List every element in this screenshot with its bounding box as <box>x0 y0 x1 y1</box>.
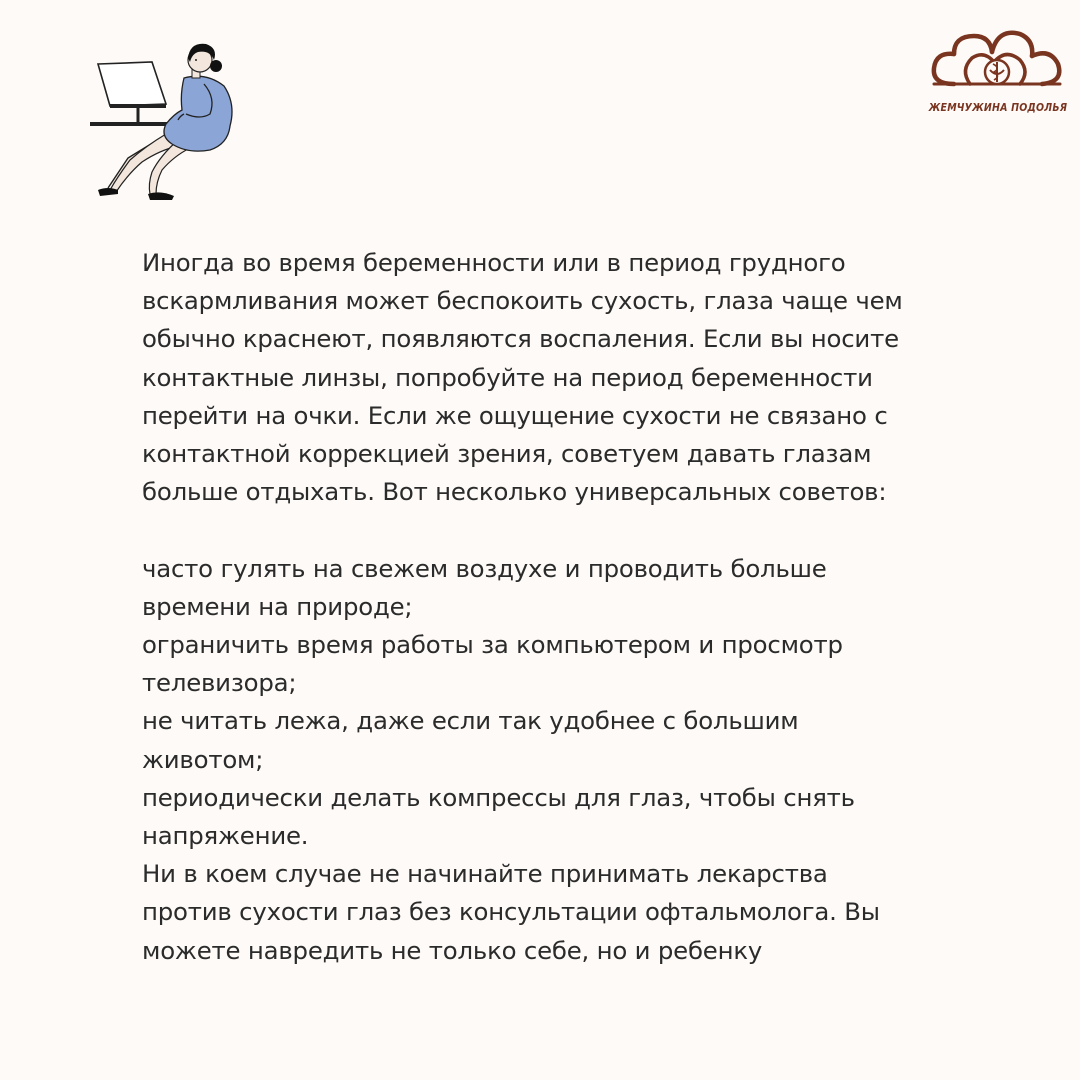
advice-line: времени на природе; <box>142 591 413 621</box>
advice-line: напряжение. <box>142 821 309 851</box>
advice-line: ограничить время работы за компьютером и просмотр <box>142 630 843 660</box>
intro-line: больше отдыхать. Вот несколько универсальных советов: <box>142 477 887 507</box>
advice-line: животом; <box>142 744 264 774</box>
advice-line: периодически делать компрессы для глаз, чтобы снять <box>142 782 855 812</box>
intro-line: Иногда во время беременности или в период грудного <box>142 248 846 277</box>
intro-line: обычно краснеют, появляются воспаления. Если вы носите <box>142 324 899 354</box>
intro-line: контактные линзы, попробуйте на период беременности <box>142 362 873 392</box>
warning-line: Ни в коем случае не начинайте принимать лекарства <box>142 859 828 889</box>
paragraph-gap <box>142 511 962 549</box>
logo-text: ЖЕМЧУЖИНА ПОДОЛЬЯ <box>928 102 1068 114</box>
advice-line: не читать лежа, даже если так удобнее с большим <box>142 706 799 736</box>
advice-line: телевизора; <box>142 668 297 698</box>
warning-line: можете навредить не только себе, но и ребенку <box>142 935 763 965</box>
intro-line: вскармливания может беспокоить сухость, глаза чаще чем <box>142 286 903 316</box>
pregnant-woman-at-computer-icon <box>86 38 246 208</box>
intro-line: перейти на очки. Если же ощущение сухости не связано с <box>142 400 888 430</box>
intro-line: контактной коррекцией зрения, советуем давать глазам <box>142 439 872 469</box>
article-text <box>142 244 962 970</box>
advice-line: часто гулять на свежем воздухе и проводить больше <box>142 553 827 583</box>
warning-line: против сухости глаз без консультации офтальмолога. Вы <box>142 897 880 927</box>
